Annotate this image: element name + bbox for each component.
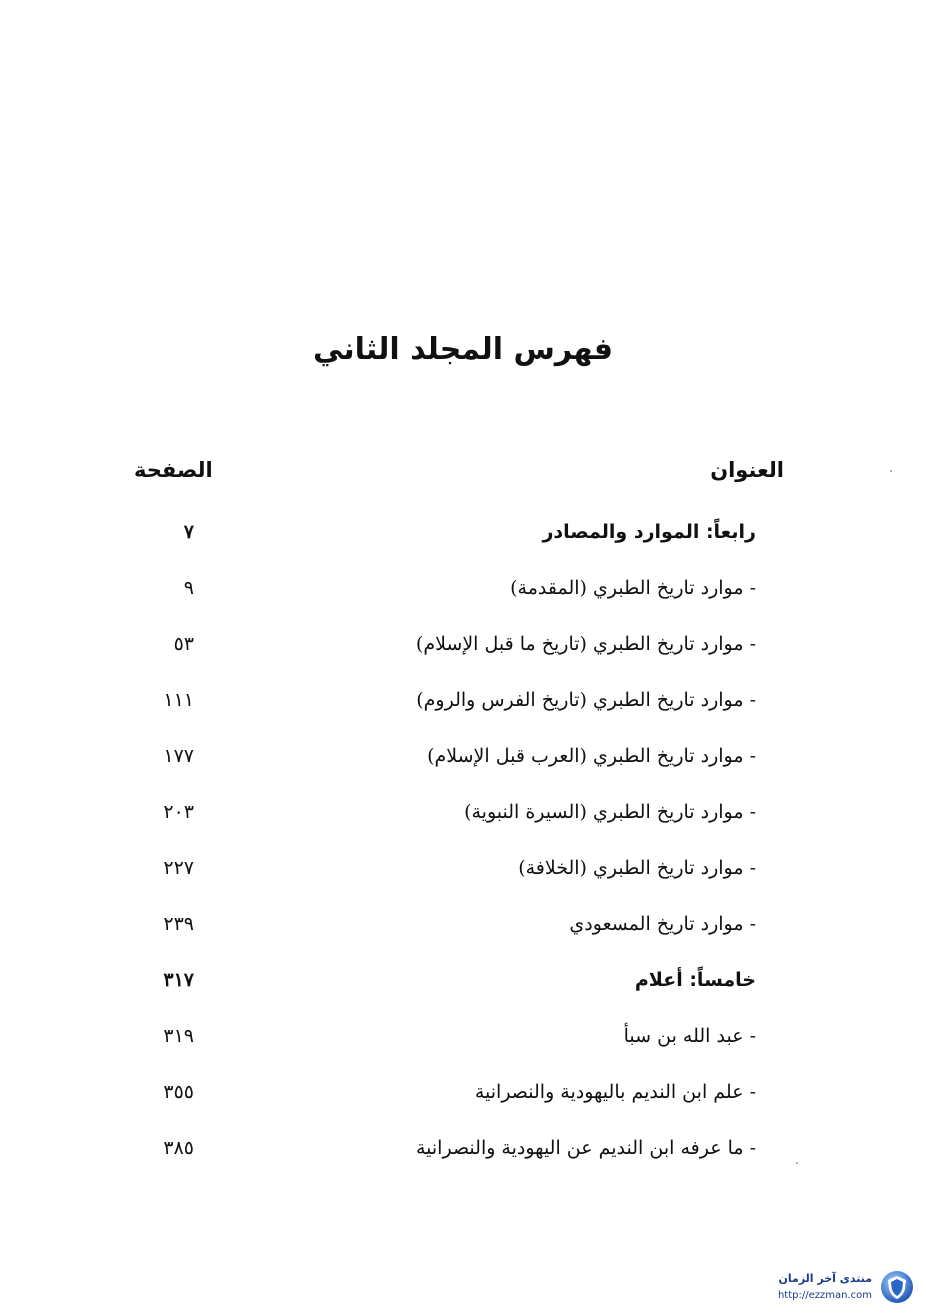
toc-entry (0, 680, 926, 720)
scan-speck (796, 1162, 798, 1164)
watermark-name: منتدى آخر الزمان (778, 1272, 872, 1285)
entry-page: ٣١٧ (163, 969, 194, 991)
entry-page: ٢٣٩ (163, 913, 194, 935)
toc-entry (0, 512, 926, 552)
entry-page: ٥٣ (173, 633, 194, 655)
toc-entry (0, 960, 926, 1000)
toc-entry (0, 792, 926, 832)
forum-watermark (740, 1268, 920, 1308)
toc-entry (0, 1016, 926, 1056)
toc-entry (0, 848, 926, 888)
entry-page: ٢٠٣ (163, 801, 194, 823)
entry-title: - موارد تاريخ الطبري (العرب قبل الإسلام) (427, 745, 756, 767)
entry-page: ١١١ (163, 689, 194, 711)
watermark-url: http://ezzman.com (777, 1290, 872, 1301)
entry-page: ١٧٧ (163, 745, 194, 767)
toc-entry (0, 1072, 926, 1112)
entry-page: ٣٥٥ (163, 1081, 194, 1103)
entry-title: - ما عرفه ابن النديم عن اليهودية والنصرانية (415, 1137, 756, 1159)
entry-title: - موارد تاريخ الطبري (الخلافة) (518, 857, 756, 879)
toc-entry (0, 568, 926, 608)
entry-title: خامساً: أعلام (634, 969, 756, 991)
toc-entry (0, 904, 926, 944)
entry-title: - موارد تاريخ المسعودي (569, 913, 756, 935)
entry-title: - موارد تاريخ الطبري (السيرة النبوية) (464, 801, 756, 823)
page-column-header: الصفحة (134, 458, 213, 482)
entry-title: - علم ابن النديم باليهودية والنصرانية (474, 1081, 756, 1103)
shield-icon (880, 1270, 914, 1304)
entry-title: رابعاً: الموارد والمصادر (542, 521, 756, 543)
entry-title: - موارد تاريخ الطبري (تاريخ ما قبل الإسلام) (415, 633, 756, 655)
entry-title: - موارد تاريخ الطبري (تاريخ الفرس والروم) (416, 689, 756, 711)
entry-page: ٣١٩ (163, 1025, 194, 1047)
entry-page: ٩ (183, 577, 194, 599)
entry-page: ٧ (183, 521, 194, 543)
scan-speck (890, 470, 892, 472)
entry-title: - موارد تاريخ الطبري (المقدمة) (510, 577, 756, 599)
page-title: فهرس المجلد الثاني (313, 332, 613, 367)
toc-entry (0, 1128, 926, 1168)
toc-entry (0, 736, 926, 776)
entry-page: ٢٢٧ (163, 857, 194, 879)
toc-entry (0, 624, 926, 664)
title-column-header: العنوان (710, 458, 784, 482)
entry-page: ٣٨٥ (163, 1137, 194, 1159)
entry-title: - عبد الله بن سبأ (623, 1025, 756, 1047)
